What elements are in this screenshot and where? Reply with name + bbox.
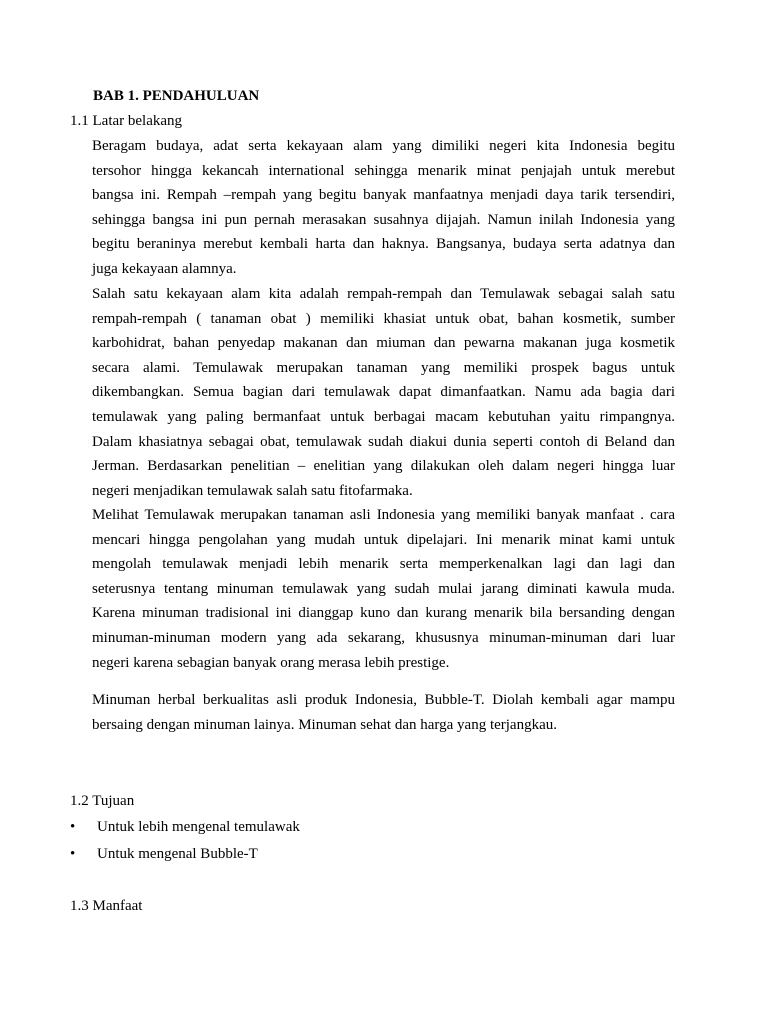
paragraph-line: mengolah temulawak menjadi lebih menarik serta memperkenalkan lagi dan lagi dan (92, 556, 675, 573)
paragraph-line: negeri karena sebagian banyak orang merasa lebih prestige. (92, 654, 450, 671)
paragraph-line: bersaing dengan minuman lainya. Minuman sehat dan harga yang terjangkau. (92, 716, 557, 733)
paragraph-line: temulawak yang paling bermanfaat untuk berbagai macam kebutuhan yaitu rimpangnya. (92, 408, 675, 425)
paragraph-3 (92, 503, 675, 675)
paragraph-4 (92, 688, 675, 737)
paragraph-line: Melihat Temulawak merupakan tanaman asli Indonesia yang memiliki banyak manfaat . cara (92, 507, 675, 523)
list-item-text: Untuk mengenal Bubble-T (97, 846, 258, 862)
paragraph-line: Jerman. Berdasarkan penelitian – enelitian yang dilakukan oleh dalam negeri hingga luar (92, 458, 675, 475)
paragraph-line: Minuman herbal berkualitas asli produk Indonesia, Bubble-T. Diolah kembali agar mampu (92, 692, 675, 708)
paragraph-line: negeri menjadikan temulawak salah satu fitofarmaka. (92, 482, 413, 499)
section-heading-manfaat: 1.3 Manfaat (70, 898, 143, 914)
list-item-text: Untuk lebih mengenal temulawak (97, 819, 300, 835)
paragraph-line: secara alami. Temulawak merupakan tanaman yang memiliki prospek bagus untuk (92, 359, 675, 376)
paragraph-line: dikembangkan. Semua bagian dari temulawak dapat dimanfaatkan. Namu ada bagia dari (92, 384, 675, 401)
list-item (70, 846, 258, 863)
paragraph-line: Beragam budaya, adat serta kekayaan alam yang dimiliki negeri kita Indonesia begitu (92, 138, 675, 154)
list-item (70, 819, 300, 836)
paragraph-2 (92, 282, 675, 503)
bullet-icon: • (70, 819, 76, 835)
paragraph-line: sehingga bangsa ini pun pernah merasakan susahnya dijajah. Namun inilah Indonesia yang (92, 211, 675, 228)
paragraph-line: begitu beraninya merebut kembali harta dan haknya. Bangsanya, budaya serta adatnya dan (92, 236, 675, 253)
paragraph-line: bangsa ini. Rempah –rempah yang begitu banyak manfaatnya menjadi daya tarik tersendiri, (92, 187, 675, 204)
paragraph-1 (92, 134, 675, 282)
paragraph-line: Karena minuman tradisional ini dianggap kuno dan kurang menarik bila bersanding dengan (92, 605, 675, 622)
section-heading-tujuan: 1.2 Tujuan (70, 793, 135, 809)
paragraph-line: karbohidrat, bahan penyedap makanan dan miuman dan pewarna makanan juga kosmetik (92, 335, 675, 352)
bullet-icon: • (70, 846, 76, 862)
section-heading-latar-belakang: 1.1 Latar belakang (70, 113, 183, 129)
paragraph-line: juga kekayaan alamnya. (92, 260, 237, 277)
paragraph-line: seterusnya tentang minuman temulawak yang sudah mulai jarang diminati kawula muda. (92, 580, 675, 597)
paragraph-line: mencari hingga pengolahan yang mudah untuk dipelajari. Ini menarik minat kami untuk (92, 531, 675, 548)
paragraph-line: minuman-minuman modern yang ada sekarang, khususnya minuman-minuman dari luar (92, 629, 675, 646)
paragraph-line: Salah satu kekayaan alam kita adalah rempah-rempah dan Temulawak sebagai salah satu (92, 286, 675, 302)
paragraph-line: rempah-rempah ( tanaman obat ) memiliki khasiat untuk obat, bahan kosmetik, sumber (92, 310, 675, 327)
chapter-title: BAB 1. PENDAHULUAN (93, 88, 260, 104)
paragraph-line: tersohor hingga kekancah international sehingga menarik minat penjajah untuk merebut (92, 162, 675, 179)
paragraph-line: Dalam khasiatnya sebagai obat, temulawak sudah diakui dunia seperti contoh di Beland dan (92, 433, 675, 450)
